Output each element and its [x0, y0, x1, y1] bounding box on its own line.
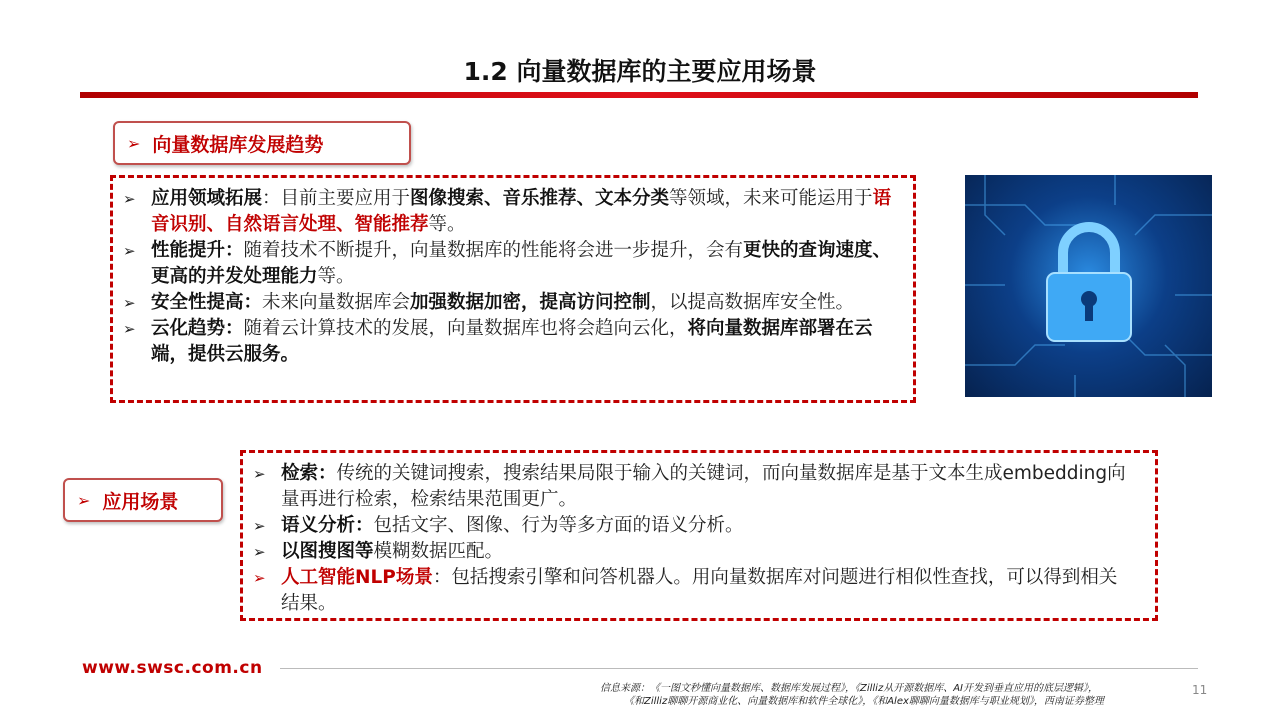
text-segment: 等领域，未来可能运用于 [669, 188, 873, 209]
trend-section-tag [113, 121, 411, 165]
text-segment: 传统的关键词搜索，搜索结果局限于输入的关键词，而向量数据库是基于文本生成embedding向量再进行检索，检索结果范围更广。 [281, 463, 1126, 510]
arrow-bullet-icon: ➢ [123, 190, 136, 208]
trend-list [123, 186, 903, 368]
source-line: 信息来源：《一图文秒懂向量数据库、数据库发展过程》，《Zilliz从开源数据库、AI开发到垂直应用的底层逻辑》， [600, 683, 1099, 694]
arrow-bullet-icon: ➢ [77, 490, 91, 510]
footer-website: www.swsc.com.cn [82, 658, 263, 678]
item-text [281, 513, 744, 539]
security-lock-image [965, 175, 1212, 397]
bold-segment: 云化趋势： [151, 318, 244, 339]
highlight-red-segment: 人工智能NLP场景 [281, 567, 433, 588]
list-item [123, 186, 903, 238]
text-segment: 等。 [317, 266, 355, 287]
item-text [151, 290, 854, 316]
text-segment: ：目前主要应用于 [262, 188, 411, 209]
scene-list [253, 461, 1133, 617]
highlight-red-segment: 语音识别、自然语言处理、智能推荐 [151, 188, 892, 235]
source-note [600, 682, 1180, 708]
arrow-bullet-icon: ➢ [123, 294, 136, 312]
bold-segment: 语义分析： [281, 515, 374, 536]
trend-section-label: 向量数据库发展趋势 [152, 133, 324, 156]
trend-box [110, 175, 916, 403]
item-text [281, 539, 503, 565]
item-text [281, 565, 1133, 617]
text-segment: ：包括搜索引擎和问答机器人。用向量数据库对问题进行相似性查找，可以得到相关结果。 [281, 567, 1118, 614]
text-segment: 包括文字、图像、行为等多方面的语义分析。 [373, 515, 744, 536]
arrow-bullet-icon: ➢ [123, 242, 136, 260]
arrow-bullet-icon: ➢ [253, 543, 266, 561]
bold-segment: 检索： [281, 463, 337, 484]
bold-segment: 加强数据加密，提高访问控制 [410, 292, 651, 313]
arrow-bullet-icon: ➢ [123, 320, 136, 338]
scene-section-tag [63, 478, 223, 522]
item-text [151, 316, 903, 368]
text-segment: 模糊数据匹配。 [373, 541, 504, 562]
list-item [123, 290, 903, 316]
bold-segment: 更快的查询速度、更高的并发处理能力 [151, 240, 892, 287]
list-item [253, 461, 1133, 513]
list-item [253, 539, 1133, 565]
arrow-bullet-icon: ➢ [253, 569, 266, 587]
text-segment: 未来向量数据库会 [262, 292, 411, 313]
arrow-bullet-icon: ➢ [253, 465, 266, 483]
page-title: 1.2 向量数据库的主要应用场景 [463, 57, 817, 86]
bold-segment: 以图搜图等 [281, 541, 374, 562]
bold-segment: 安全性提高： [151, 292, 263, 313]
text-segment: 随着云计算技术的发展，向量数据库也将会趋向云化， [243, 318, 688, 339]
padlock-icon [965, 175, 1212, 397]
scene-box [240, 450, 1158, 621]
title-divider [80, 92, 1198, 98]
text-segment: 等。 [428, 214, 466, 235]
footer-divider [280, 668, 1198, 669]
item-text [151, 186, 903, 238]
source-line: 《和Zilliz聊聊开源商业化、向量数据库和软件全球化》，《和Alex聊聊向量数据库与职业规划》，西南证券整理 [624, 696, 1104, 707]
arrow-bullet-icon: ➢ [127, 133, 141, 153]
bold-segment: 性能提升： [151, 240, 244, 261]
page-number: 11 [1192, 683, 1208, 697]
list-item [253, 513, 1133, 539]
text-segment: 随着技术不断提升，向量数据库的性能将会进一步提升，会有 [243, 240, 744, 261]
bold-segment: 将向量数据库部署在云端，提供云服务。 [151, 318, 873, 365]
list-item [123, 238, 903, 290]
list-item [123, 316, 903, 368]
list-item [253, 565, 1133, 617]
text-segment: ，以提高数据库安全性。 [650, 292, 855, 313]
scene-section-label: 应用场景 [102, 490, 179, 513]
bold-segment: 图像搜索、音乐推荐、文本分类 [410, 188, 670, 209]
bold-segment: 应用领域拓展 [151, 188, 263, 209]
arrow-bullet-icon: ➢ [253, 517, 266, 535]
item-text [151, 238, 903, 290]
item-text [281, 461, 1133, 513]
